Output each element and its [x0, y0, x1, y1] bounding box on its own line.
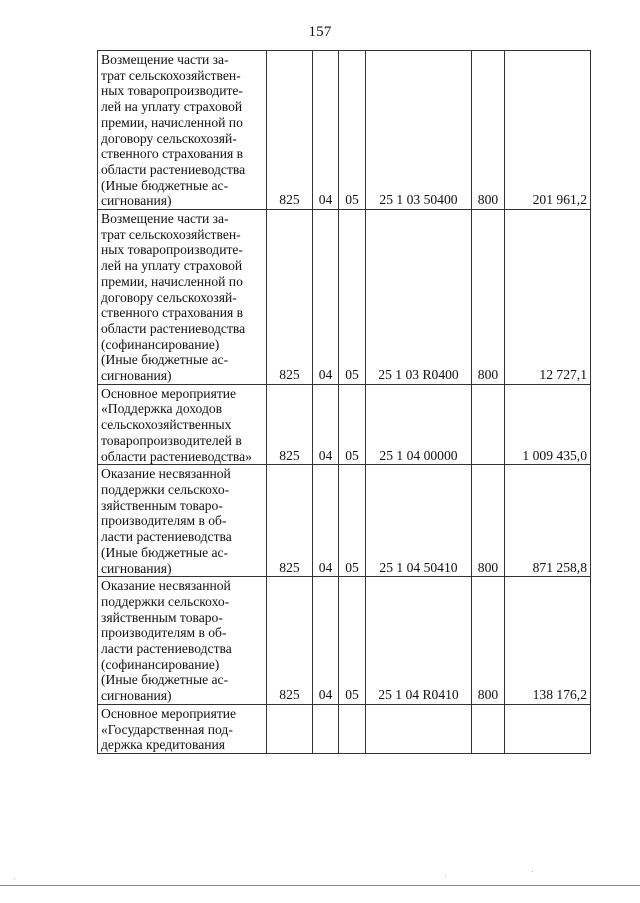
- row-description: Оказание несвязанной поддержки сельскохо- зяйственным товаро- производителям в об- ласти растениеводства (Иные бюджетные ас- сигнования): [98, 465, 267, 577]
- row-description: Оказание несвязанной поддержки сельскохо- зяйственным товаро- производителям в об- ласти растениеводства (софинансирование) (Иные бюджетные ас- сигнования): [98, 577, 267, 705]
- section-code: [313, 704, 339, 753]
- amount: 1 009 435,0: [505, 384, 591, 465]
- ministry-code: 825: [267, 51, 313, 210]
- ministry-code: 825: [267, 210, 313, 385]
- row-description: Основное мероприятие «Государственная под- держка кредитования: [98, 704, 267, 753]
- ministry-code: 825: [267, 384, 313, 465]
- target-article-code: 25 1 04 50410: [366, 465, 472, 577]
- section-code: 04: [313, 51, 339, 210]
- subsection-code: 05: [339, 210, 366, 385]
- subsection-code: 05: [339, 384, 366, 465]
- section-code: 04: [313, 577, 339, 705]
- row-description: Основное мероприятие «Поддержка доходов сельскохозяйственных товаропроизводителей в области растениеводства»: [98, 384, 267, 465]
- target-article-code: 25 1 03 R0400: [366, 210, 472, 385]
- ministry-code: 825: [267, 577, 313, 705]
- scan-edge-line: [0, 885, 640, 886]
- target-article-code: 25 1 04 00000: [366, 384, 472, 465]
- table-row: [98, 51, 591, 210]
- scan-speck: [14, 878, 15, 879]
- expense-type-code: 800: [472, 210, 505, 385]
- subsection-code: 05: [339, 465, 366, 577]
- amount: [505, 704, 591, 753]
- amount: 12 727,1: [505, 210, 591, 385]
- amount: 871 258,8: [505, 465, 591, 577]
- table-row: [98, 704, 591, 753]
- expense-type-code: [472, 384, 505, 465]
- amount: 201 961,2: [505, 51, 591, 210]
- table-row: [98, 210, 591, 385]
- amount: 138 176,2: [505, 577, 591, 705]
- expense-type-code: 800: [472, 465, 505, 577]
- table-row: [98, 384, 591, 465]
- row-description: Возмещение части за- трат сельскохозяйствен- ных товаропроизводите- лей на уплату страховой премии, начисленной по договору сельскохозяй- ственного страхования в области растениеводства (софинансирование) (Иные бюджетные ас- сигнования): [98, 210, 267, 385]
- subsection-code: 05: [339, 51, 366, 210]
- page-number: 157: [308, 24, 332, 40]
- target-article-code: [366, 704, 472, 753]
- scan-speck: [532, 871, 533, 872]
- expense-type-code: 800: [472, 577, 505, 705]
- expense-type-code: 800: [472, 51, 505, 210]
- section-code: 04: [313, 384, 339, 465]
- table-row: [98, 577, 591, 705]
- ministry-code: [267, 704, 313, 753]
- subsection-code: [339, 704, 366, 753]
- table-row: [98, 465, 591, 577]
- budget-table: [97, 50, 591, 754]
- section-code: 04: [313, 210, 339, 385]
- target-article-code: 25 1 03 50400: [366, 51, 472, 210]
- expense-type-code: [472, 704, 505, 753]
- ministry-code: 825: [267, 465, 313, 577]
- scan-speck: [445, 876, 446, 877]
- subsection-code: 05: [339, 577, 366, 705]
- section-code: 04: [313, 465, 339, 577]
- row-description: Возмещение части за- трат сельскохозяйствен- ных товаропроизводите- лей на уплату страховой премии, начисленной по договору сельскохозяй- ственного страхования в области растениеводства (Иные бюджетные ас- сигнования): [98, 51, 267, 210]
- target-article-code: 25 1 04 R0410: [366, 577, 472, 705]
